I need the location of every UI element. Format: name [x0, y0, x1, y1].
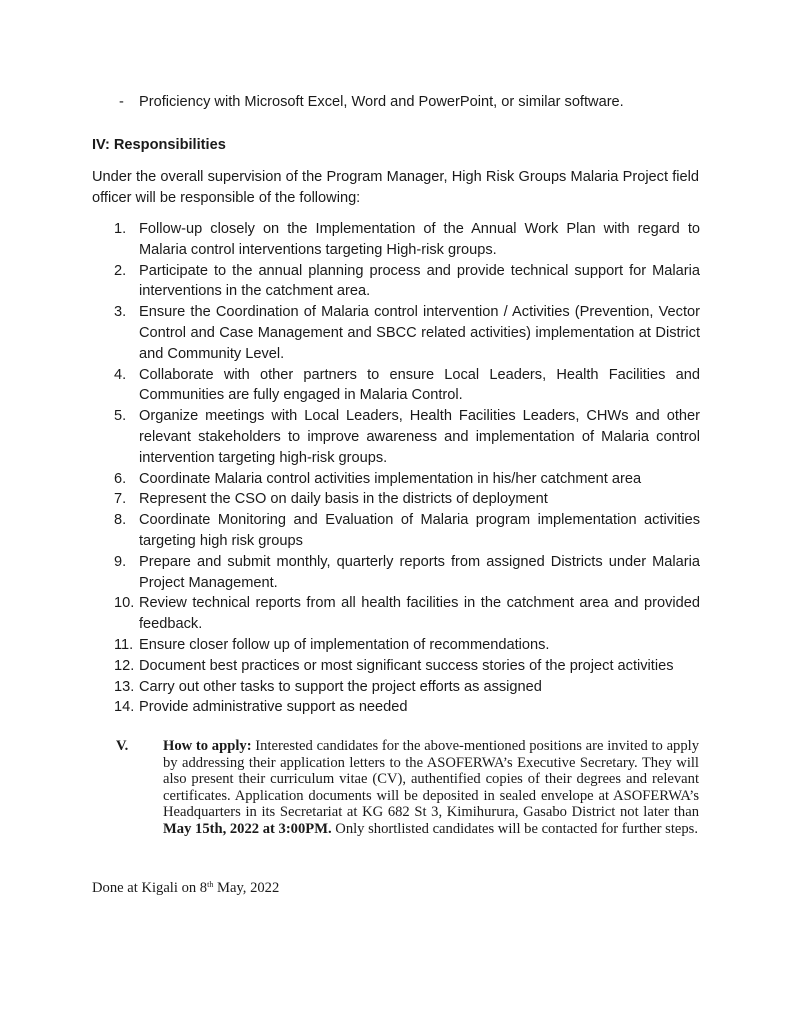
date-suffix: May, 2022 [213, 880, 280, 896]
how-to-apply-body: Interested candidates for the above-mentioned positions are invited to apply by addressing their application letters to the ASOFERWA’s Executive Secretary. They will also present their curriculum vitae (CV), authentified copies of their degrees and relevant certificates. Application documents will be deposited in sealed envelope at ASOFERWA’s Headquarters in its Secretariat at KG 682 St 3, Kimihurura, Gasabo District not later than [163, 738, 700, 821]
list-item [114, 219, 700, 261]
how-to-apply-closing: Only shortlisted candidates will be contacted for further steps. [331, 820, 698, 837]
item-number: 7. [114, 491, 127, 508]
list-item [114, 510, 700, 552]
item-number: 4. [114, 366, 127, 383]
item-text: Organize meetings with Local Leaders, Health Facilities Leaders, CHWs and other relevant stakeholders to improve awareness and implementation of Malaria control intervention targeting high-risk groups. [139, 408, 700, 466]
item-number: 9. [114, 553, 127, 570]
item-number: 1. [114, 221, 127, 237]
list-item [114, 365, 700, 407]
item-text: Coordinate Monitoring and Evaluation of Malaria program implementation activities targeting high risk groups [139, 512, 700, 549]
list-item [114, 406, 700, 468]
item-number: 8. [114, 512, 127, 529]
list-item [114, 593, 700, 635]
item-number: 12. [114, 657, 135, 674]
item-number: 14. [114, 699, 135, 716]
list-item [114, 261, 700, 303]
list-item [114, 469, 700, 490]
list-item [114, 635, 700, 656]
item-number: 2. [114, 262, 127, 279]
date-ordinal: th [207, 880, 214, 889]
item-text: Represent the CSO on daily basis in the districts of deployment [139, 491, 548, 508]
item-number: 10. [114, 595, 135, 612]
item-text: Document best practices or most significant success stories of the project activities [139, 657, 674, 674]
item-text: Provide administrative support as needed [139, 699, 408, 716]
how-to-apply-label: How to apply: [163, 738, 252, 754]
section-number: V. [116, 738, 129, 754]
how-to-apply-text [163, 738, 699, 838]
item-number: 3. [114, 304, 127, 321]
item-text: Coordinate Malaria control activities implementation in his/her catchment area [139, 470, 642, 487]
list-item [114, 302, 700, 364]
list-item [114, 656, 700, 677]
item-text: Ensure closer follow up of implementation of recommendations. [139, 636, 550, 653]
bullet-text: Proficiency with Microsoft Excel, Word and PowerPoint, or similar software. [139, 94, 624, 110]
list-item [114, 552, 700, 594]
list-item [114, 677, 700, 698]
responsibilities-intro: Under the overall supervision of the Program Manager, High Risk Groups Malaria Project field officer will be responsible of the following: [92, 169, 699, 206]
item-number: 11. [114, 636, 134, 653]
application-deadline: May 15th, 2022 at 3:00PM. [163, 820, 332, 837]
item-text: Prepare and submit monthly, quarterly reports from assigned Districts under Malaria Project Management. [139, 553, 700, 591]
item-text: Participate to the annual planning process and provide technical support for Malaria interventions in the catchment area. [139, 262, 700, 300]
item-text: Follow-up closely on the Implementation of the Annual Work Plan with regard to Malaria control interventions targeting High-risk groups. [139, 221, 700, 258]
list-item [114, 489, 700, 510]
responsibilities-list [114, 219, 700, 718]
item-number: 13. [114, 678, 135, 695]
bullet-dash: - [119, 94, 124, 110]
item-number: 5. [114, 408, 127, 425]
list-item [114, 697, 700, 718]
section-heading-responsibilities: IV: Responsibilities [92, 137, 226, 153]
item-text: Carry out other tasks to support the project efforts as assigned [139, 678, 542, 695]
date-prefix: Done at Kigali on 8 [92, 880, 208, 896]
date-place-line [92, 880, 279, 897]
item-number: 6. [114, 470, 127, 487]
item-text: Collaborate with other partners to ensure Local Leaders, Health Facilities and Communities are fully engaged in Malaria Control. [139, 366, 700, 404]
item-text: Ensure the Coordination of Malaria control intervention / Activities (Prevention, Vector Control and Case Management and SBCC related activities) implementation at District and Community Level. [139, 304, 700, 362]
item-text: Review technical reports from all health facilities in the catchment area and provided feedback. [139, 595, 700, 633]
